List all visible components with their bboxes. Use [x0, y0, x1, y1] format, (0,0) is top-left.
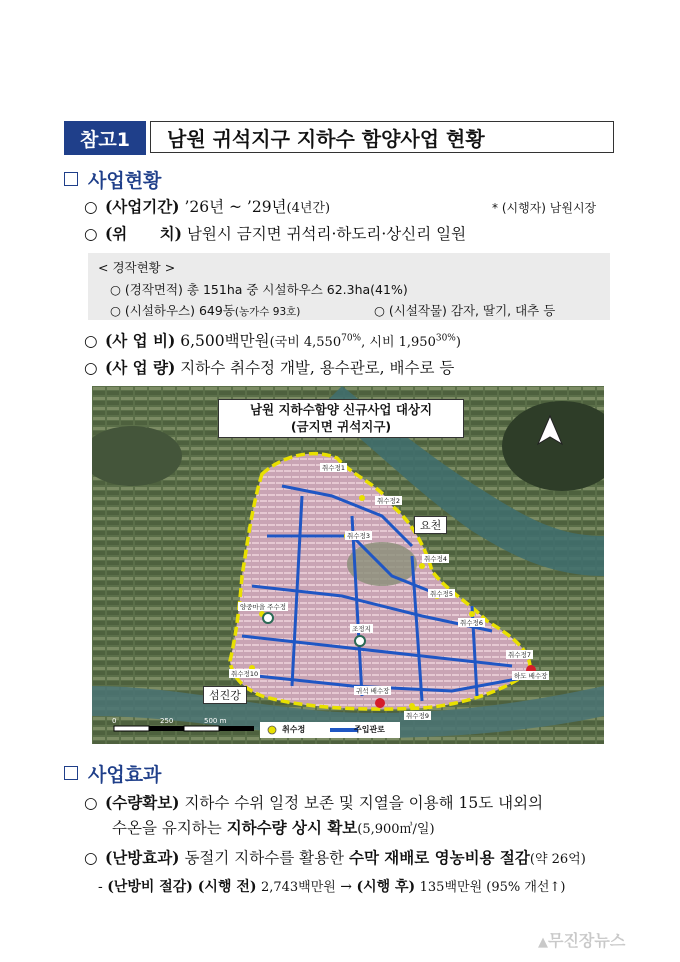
circle-bullet-icon: ○ — [84, 794, 98, 812]
period-line — [84, 195, 330, 217]
crops-line: ○ (시설작물) 감자, 딸기, 대추 등 — [374, 303, 556, 318]
circle-bullet-icon: ○ — [84, 225, 98, 243]
effect1-text2c: (5,900㎥/일) — [357, 822, 435, 837]
well-label: 취수정5 — [430, 590, 453, 598]
well-label: 취수정4 — [424, 555, 447, 563]
section-heading-status — [64, 166, 161, 193]
place-label: 하도 배수장 — [514, 672, 548, 680]
scope-label: (사 업 량) — [104, 358, 176, 377]
period-value: ’26년 ~ ’29년 — [184, 198, 287, 216]
executor-note: * (시행자) 남원시장 — [492, 201, 597, 215]
scale-label: 500 m — [204, 717, 227, 725]
cost-detail — [270, 335, 461, 350]
well-label: 취수정2 — [377, 497, 400, 505]
section-title: 사업효과 — [88, 764, 162, 786]
well-label: 취수정3 — [347, 532, 370, 540]
effect1-line2 — [112, 816, 435, 838]
well-label: 취수정9 — [406, 712, 429, 720]
effect2-line — [84, 846, 586, 868]
farming-title: < 경작현황 > — [98, 260, 176, 275]
effect3-label: (난방비 절감) (시행 전) — [107, 879, 257, 895]
place-label: 양중마을 주수정 — [240, 603, 287, 611]
well-label: 취수정10 — [231, 670, 259, 678]
effect1-text2b: 지하수량 상시 확보 — [226, 818, 358, 837]
river-label-seomjingang: 섬진강 — [203, 686, 247, 704]
effect1-label: (수량확보) — [104, 793, 180, 812]
effect3-after-label: (시행 후) — [356, 879, 416, 895]
arrow-right-icon: → — [340, 879, 353, 895]
scope-value: 지하수 취수정 개발, 용수관로, 배수로 등 — [180, 359, 455, 377]
farming-status-box — [88, 253, 610, 320]
circle-bullet-icon: ○ — [84, 198, 98, 216]
period-note: (4년간) — [286, 201, 331, 216]
scale-label: 250 — [160, 717, 174, 725]
scope-line — [84, 356, 454, 378]
cost-city: , 시비 1,950 — [361, 335, 436, 350]
map-title-line2: (금지면 귀석지구) — [290, 419, 392, 434]
section-heading-effects — [64, 760, 161, 787]
section-title: 사업현황 — [88, 170, 162, 192]
effect1-text2a: 수온을 유지하는 — [112, 819, 222, 837]
cost-label: (사 업 비) — [104, 331, 176, 350]
page-title: 남원 귀석지구 지하수 함양사업 현황 — [150, 121, 614, 153]
well-label: 취수정6 — [460, 619, 483, 627]
farming-house-line — [110, 301, 300, 319]
well-label: 취수정7 — [508, 651, 531, 659]
house-count: ○ (시설하우스) 649동 — [110, 303, 235, 318]
watermark-text: 무진장뉴스 — [548, 931, 626, 950]
map-title-line1: 남원 지하수함양 신규사업 대상지 — [249, 402, 433, 417]
location-label: (위 치) — [104, 224, 182, 243]
circle-bullet-icon: ○ — [84, 359, 98, 377]
cost-value: 6,500백만원 — [180, 332, 270, 350]
circle-bullet-icon: ○ — [84, 332, 98, 350]
effect3-before: 2,743백만원 — [260, 880, 336, 895]
effect3-line: - (난방비 절감) (시행 전) 2,743백만원 → (시행 후) 135백만원 (95% 개선↑) — [98, 879, 566, 895]
farming-area-line: ○ (경작면적) 총 151ha 중 시설하우스 62.3ha(41%) — [110, 282, 408, 297]
cost-city-pct: 30% — [435, 333, 456, 344]
effect1-line1 — [84, 791, 543, 813]
watermark — [538, 928, 625, 951]
effect1-text: 지하수 수위 일정 보존 및 지열을 이용해 15도 내외의 — [184, 794, 544, 812]
period-label: (사업기간) — [104, 197, 180, 216]
cost-line — [84, 329, 461, 351]
cost-national: (국비 4,550 — [269, 335, 342, 350]
place-label: 조정지 — [352, 625, 371, 633]
mountain-logo-icon: ▲ — [538, 935, 548, 950]
place-label: 귀석 배수장 — [356, 687, 390, 695]
effect2-text-c: (약 26억) — [529, 852, 586, 867]
cost-national-pct: 70% — [341, 333, 362, 344]
cost-close: ) — [455, 335, 461, 350]
location-line — [84, 222, 466, 244]
checkbox-square-icon — [64, 766, 78, 780]
circle-bullet-icon: ○ — [84, 849, 98, 867]
site-map — [92, 386, 604, 744]
effect2-label: (난방효과) — [104, 848, 180, 867]
legend-well: 취수정 — [282, 725, 306, 734]
map-title — [218, 399, 464, 438]
effect2-text-a: 동절기 지하수를 활용한 — [184, 849, 345, 867]
reference-label: 참고1 — [64, 121, 146, 155]
scale-label: 0 — [112, 717, 117, 725]
effect3-after: 135백만원 (95% 개선↑) — [419, 880, 566, 895]
well-label: 취수정1 — [322, 464, 345, 472]
satellite-map-image — [92, 386, 604, 744]
farm-count: (농가수 93호) — [234, 306, 301, 318]
river-label-yocheon: 요천 — [414, 516, 447, 534]
checkbox-square-icon — [64, 172, 78, 186]
effect2-text-b: 수막 재배로 영농비용 절감 — [348, 848, 530, 867]
legend-pipe: 주입관로 — [354, 725, 385, 734]
location-value: 남원시 금지면 귀석리·하도리·상신리 일원 — [186, 225, 467, 243]
